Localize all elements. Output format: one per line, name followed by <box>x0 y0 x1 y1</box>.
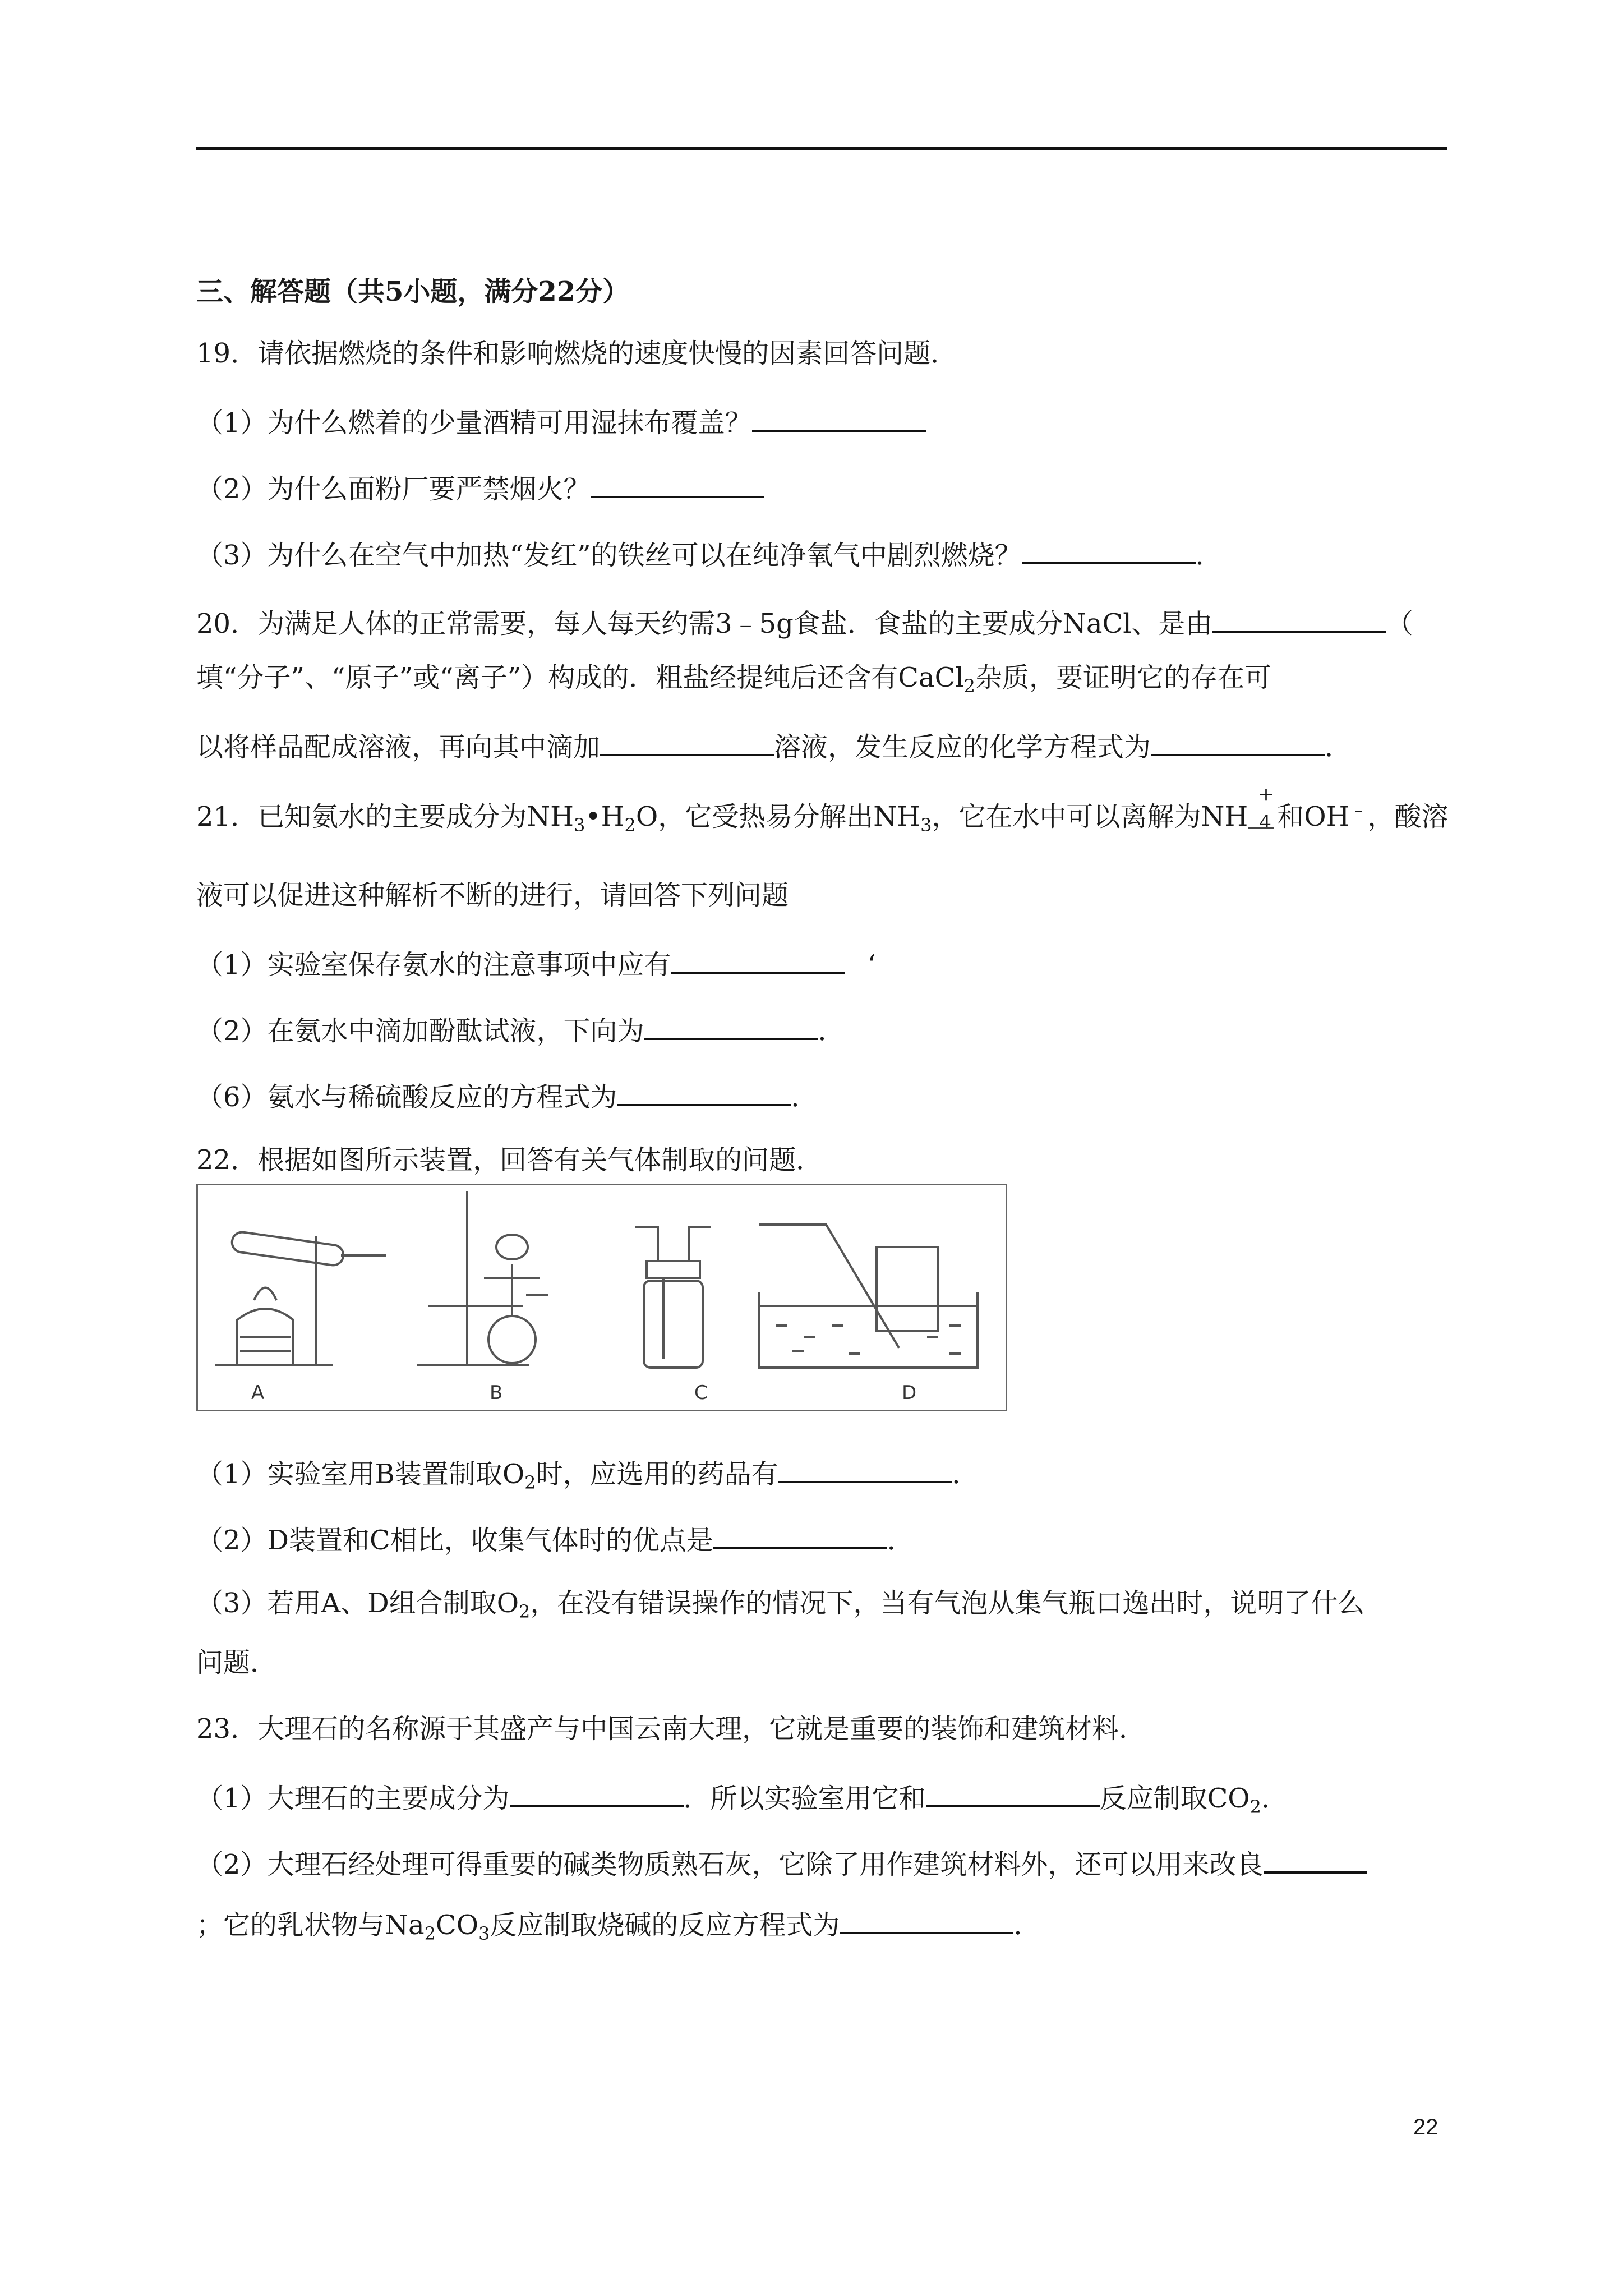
punct: ． <box>791 1082 818 1113</box>
q19-stem: 19．请依据燃烧的条件和影响燃烧的速度快慢的因素回答问题． <box>196 338 958 369</box>
punct: ． <box>952 1458 979 1490</box>
q23-part1-text-c: 反应制取CO <box>1099 1783 1250 1814</box>
q22-part1-text: （1）实验室用B装置制取O <box>196 1458 525 1490</box>
q19-part1-text: （1）为什么燃着的少量酒精可用湿抹布覆盖？ <box>196 407 752 439</box>
q20-line3-text: 以将样品配成溶液，再向其中滴加 <box>196 731 601 763</box>
figure-label-b: B <box>490 1382 503 1404</box>
funnel-b <box>496 1235 528 1259</box>
lamp-hatch-a <box>240 1337 291 1351</box>
q22-part2-text: （2）D装置和C相比，收集气体时的优点是 <box>196 1525 713 1556</box>
q22-part3 <box>196 1586 1364 1620</box>
q21-line2: 液可以促进这种解析不断的进行，请回答下列问题 <box>196 880 789 911</box>
q21-text-a: 21．已知氨水的主要成分为NH <box>196 801 574 832</box>
q22-stem: 22．根据如图所示装置，回答有关气体制取的问题． <box>196 1144 823 1176</box>
gas-jar-c <box>644 1281 703 1368</box>
q21-part2 <box>196 1011 845 1048</box>
flask-b <box>488 1316 536 1363</box>
apparatus-figure <box>196 1184 1007 1411</box>
q23-stem: 23．大理石的名称源于其盛产与中国云南大理，它就是重要的装饰和建筑材料． <box>196 1713 1146 1745</box>
answer-blank[interactable] <box>600 727 774 756</box>
q23-part2-text-d: 反应制取烧碱的反应方程式为 <box>490 1910 840 1941</box>
q20-line2-text-b: 杂质，要证明它的存在可 <box>975 662 1272 693</box>
q21-part3-text: （6）氨水与稀硫酸反应的方程式为 <box>196 1082 617 1113</box>
answer-blank[interactable] <box>510 1778 684 1807</box>
q21-text-c: O，它受热易分解出NH <box>635 801 921 832</box>
answer-blank[interactable] <box>713 1520 887 1549</box>
punct: ． <box>1013 1910 1041 1941</box>
subscript: 2 <box>1249 1796 1262 1818</box>
answer-blank[interactable] <box>778 1454 952 1483</box>
apparatus-drawing <box>198 1185 1006 1410</box>
q21-part3 <box>196 1077 818 1114</box>
punct: ． <box>1325 731 1352 763</box>
subscript: 2 <box>519 1601 531 1622</box>
q22-part2 <box>196 1520 914 1557</box>
subscript: 3 <box>573 815 585 836</box>
water-dots-d <box>776 1326 961 1354</box>
answer-blank[interactable] <box>671 945 845 974</box>
delivery-tube-d <box>759 1225 899 1348</box>
q21-text-b: •H <box>585 801 625 832</box>
punct: ． <box>887 1525 914 1556</box>
ion-underline <box>1248 827 1274 829</box>
figure-label-a: A <box>251 1382 265 1404</box>
q23-part2-cont <box>196 1905 1040 1942</box>
answer-blank[interactable] <box>1212 604 1386 633</box>
q20-line1-text: 20．为满足人体的正常需要，每人每天约需3﹣5g食盐．食盐的主要成分NaCl、是由 <box>196 608 1212 639</box>
q23-part2-text: （2）大理石经处理可得重要的碱类物质熟石灰，它除了用作建筑材料外，还可以用来改良 <box>196 1849 1264 1880</box>
trough-d <box>759 1292 978 1368</box>
punct: ‘ <box>867 949 876 981</box>
q21-text-g: ，酸溶 <box>1367 801 1449 832</box>
q19-part3-text: （3）为什么在空气中加热“发红”的铁丝可以在纯净氧气中剧烈燃烧？ <box>196 540 1022 571</box>
q20-line2-text: 填“分子”、“原子”或“离子”）构成的．粗盐经提纯后还含有CaCl <box>196 662 964 693</box>
answer-blank[interactable] <box>591 469 764 498</box>
ion-charge: + <box>1258 783 1274 806</box>
q22-part3-cont: 问题． <box>196 1647 278 1678</box>
answer-blank[interactable] <box>644 1011 818 1040</box>
lamp-flame-a <box>254 1288 276 1301</box>
q19-part3 <box>196 535 1223 572</box>
inverted-jar-d <box>877 1247 938 1331</box>
q19-part1 <box>196 403 926 440</box>
tubes-c <box>635 1227 711 1261</box>
subscript: 3 <box>478 1923 490 1944</box>
q20-line3 <box>196 727 1352 764</box>
test-tube-a <box>230 1231 344 1266</box>
q22-part1-text-b: 时，应选用的药品有 <box>536 1458 778 1490</box>
q22-part1 <box>196 1454 979 1491</box>
q22-part3-text: （3）若用A、D组合制取O <box>196 1588 519 1619</box>
q23-part2 <box>196 1844 1367 1881</box>
q19-part2 <box>196 469 764 506</box>
q21-line1 <box>196 783 1449 836</box>
q20-line2 <box>196 661 1272 697</box>
q20-line3-text-b: 溶液，发生反应的化学方程式为 <box>774 731 1151 763</box>
q21-part2-text: （2）在氨水中滴加酚酞试液，下向为 <box>196 1015 644 1047</box>
q23-part2-text-c: CO <box>435 1910 479 1941</box>
answer-blank[interactable] <box>1022 535 1196 564</box>
ion-subscript: 4 <box>1259 811 1271 834</box>
figure-label-c: C <box>694 1382 708 1404</box>
figure-label-d: D <box>902 1382 917 1404</box>
q21-text-d: ，它在水中可以离解为NH <box>932 801 1248 832</box>
punct: （ <box>1386 608 1413 639</box>
header-rule <box>196 147 1447 150</box>
q23-part1 <box>196 1778 1289 1818</box>
ammonium-superscript <box>1248 783 1277 834</box>
q20-line1 <box>196 604 1413 641</box>
subscript: 2 <box>424 1923 436 1944</box>
subscript: 2 <box>963 675 976 697</box>
q21-part1-text: （1）实验室保存氨水的注意事项中应有 <box>196 949 671 981</box>
q23-part1-text: （1）大理石的主要成分为 <box>196 1783 510 1814</box>
q23-part1-text-b: ．所以实验室用它和 <box>683 1783 926 1814</box>
answer-blank[interactable] <box>926 1778 1100 1807</box>
q21-text-e: 和OH <box>1277 801 1350 832</box>
section-title: 三、解答题（共5小题，满分22分） <box>196 276 630 307</box>
answer-blank[interactable] <box>752 403 926 432</box>
answer-blank[interactable] <box>1151 727 1325 756</box>
subscript: 3 <box>920 815 932 836</box>
q23-part2-text-b: ；它的乳状物与Na <box>196 1910 425 1941</box>
stopper-c <box>647 1261 700 1278</box>
punct: ． <box>818 1015 845 1047</box>
answer-blank[interactable] <box>840 1905 1013 1934</box>
punct: ． <box>1195 540 1223 571</box>
page-number: 22 <box>1413 2115 1438 2139</box>
q19-part2-text: （2）为什么面粉厂要严禁烟火？ <box>196 473 591 505</box>
subscript: 2 <box>624 815 636 836</box>
punct: ． <box>1261 1783 1289 1814</box>
superscript: ﹣ <box>1349 799 1368 820</box>
q22-part3-text-b: ，在没有错误操作的情况下，当有气泡从集气瓶口逸出时，说明了什么 <box>530 1588 1365 1619</box>
subscript: 2 <box>524 1472 536 1493</box>
answer-blank[interactable] <box>1264 1844 1367 1874</box>
q21-part1 <box>196 945 876 982</box>
answer-blank[interactable] <box>617 1077 791 1106</box>
